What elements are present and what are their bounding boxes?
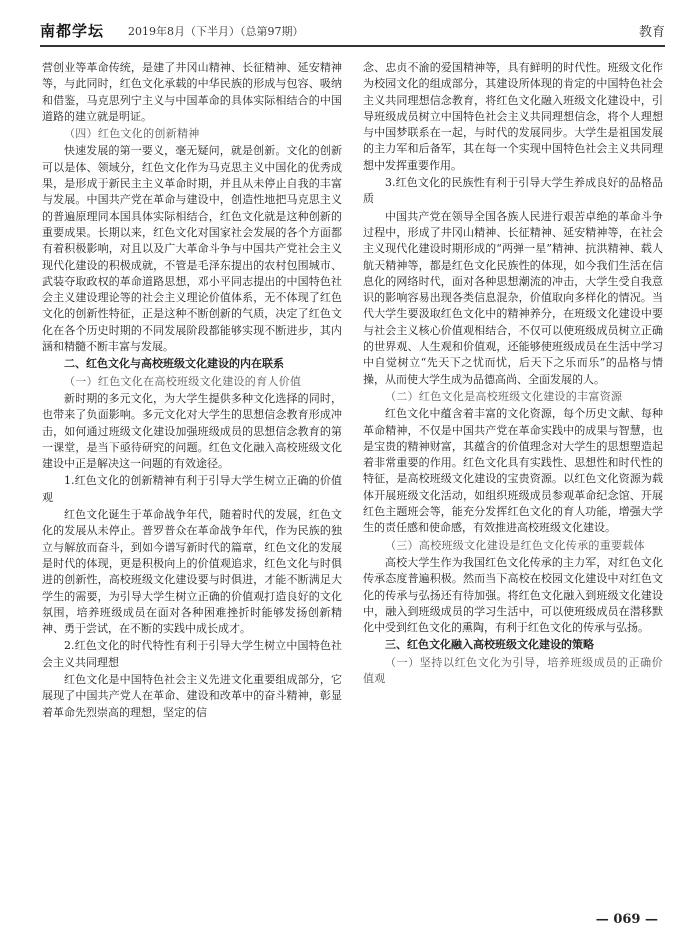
issue-info: 2019年8月（下半月）（总第97期） xyxy=(128,25,304,38)
paragraph: 营创业等革命传统，是建了井冈山精神、长征精神、延安精神等，与此同时，红色文化承载的中华民族的形成与包容、吸纳和借鉴，马克思列宁主义与中国革命的具体实际相结合的中国道路的建立就是明证。 xyxy=(42,61,342,123)
section-heading: 三、红色文化融入高校班级文化建设的策略 xyxy=(385,638,594,652)
subsection-heading: （一）红色文化在高校班级文化建设的育人价值 xyxy=(64,374,302,388)
paragraph: 红色文化诞生于革命战争年代，随着时代的发展，红色文化的发展从未停止。普罗普众在革命战争年代，作为民族的独立与解放而奋斗，到如今谱写新时代的篇章，红色文化的发展是时代的体现，更是积极向上的价值观追求，红色文化与时俱进的创新性，高校班级文化建设要与时俱进，才能不断满足大学生的需要，为引导大学生树立正确的价值观打造良好的文化氛围，培养班级成员在面对各种困难挫折时能够发扬创新精神、勇于尝试，在不断的实践中成长成才。 xyxy=(42,508,342,636)
paragraph: 新时期的多元文化，为大学生提供多种文化选择的同时，也带来了负面影响。多元文化对大学生的思想信念教育形成冲击，如何通过班级文化建设加强班级成员的思想信念教育的第一课堂，是当下亟待研究的问题。红色文化融入高校班级文化建设中正是解决这一问题的有效途径。 xyxy=(42,391,342,471)
page-number: — 069 — xyxy=(595,912,658,927)
paragraph: 红色文化中蕴含着丰富的文化资源，每个历史文献、每种革命精神，不仅是中国共产党在革命实践中的成果与智慧，也是宝贵的精神财富，其蕴含的价值理念对大学生的思想塑造起着非常重要的作用。红色文化具有实践性、思想性和时代性的特征，是高校班级文化建设的宝贵资源。以红色文化资源为载体开展班级文化活动，如组织班级成员参观革命纪念馆、开展红色主题班会等，能充分发挥红色文化的育人功能，增强大学生的责任感和使命感，有效推进高校班级文化建设。 xyxy=(363,407,663,535)
right-column xyxy=(363,60,663,688)
paragraph: 3.红色文化的民族性有利于引导大学生养成良好的品格品质 xyxy=(363,176,663,206)
subsection-heading: （一）坚持以红色文化为引导，培养班级成员的正确价值观 xyxy=(363,655,663,685)
subsection-heading: （二）红色文化是高校班级文化建设的丰富资源 xyxy=(385,389,623,403)
paragraph: 1.红色文化的创新精神有利于引导大学生树立正确的价值观 xyxy=(42,474,342,504)
subsection-heading: （四）红色文化的创新精神 xyxy=(64,127,200,141)
paragraph: 快速发展的第一要义，毫无疑问，就是创新。文化的创新可以是体、领域分，红色文化作为马克思主义中国化的优秀成果，是形成于新民主主义革命时期，并且从未停止自我的丰富与发展。中国共产党在革命与建设中，创造性地把马克思主义的普遍原理同本国具体实际相结合，红色文化就是这种创新的重要成果。长期以来，红色文化对国家社会发展的各个方面都有着积极影响，对且以及广大革命斗争与中国共产党社会主义现代化建设的积极成就，不管是毛泽东提出的农村包围城市、武装夺取政权的革命道路思想，邓小平同志提出的中国特色社会主义建设理论等的社会主义理论价值体系，无不体现了红色文化的创新性特征，正是这种不断创新的气质，决定了红色文化在各个历史时期的不同发展阶段都能够实现不断进步，其内涵和精髓不断丰富与发展。 xyxy=(42,144,342,354)
paragraph: 高校大学生作为我国红色文化传承的主力军，对红色文化传承态度普遍积极。然而当下高校在校园文化建设中对红色文化的传承与弘扬还有待加强。将红色文化融入到班级文化建设中，融入到班级成员的学习生活中，可以使班级成员在潜移默化中受到红色文化的熏陶，有利于红色文化的传承与弘扬。 xyxy=(363,555,663,635)
paragraph: 红色文化是中国特色社会主义先进文化重要组成部分，它展现了中国共产党人在革命、建设和改革中的奋斗精神，彰显着革命先烈崇高的理想，坚定的信 xyxy=(42,672,342,719)
running-header xyxy=(40,16,665,42)
section-label: 教育 xyxy=(638,25,665,40)
journal-name: 南都学坛 xyxy=(40,22,105,40)
paragraph: 2.红色文化的时代特性有利于引导大学生树立中国特色社会主义共同理想 xyxy=(42,639,342,669)
left-column xyxy=(42,60,342,722)
paragraph: 中国共产党在领导全国各族人民进行艰苦卓绝的革命斗争过程中，形成了井冈山精神、长征精神、延安精神等，在社会主义现代化建设时期形成的“两弹一星”精神、抗洪精神、载人航天精神等，都是红色文化民族性的体现，如今我们生活在信息化的网络时代，面对各种思想潮流的冲击，大学生受自我意识的影响容易出现各类信息混杂，价值取向多样化的情况。当代大学生要汲取红色文化中的精神养分，在班级文化建设中要与社会主义核心价值观相结合，不仅可以使班级成员树立正确的世界观、人生观和价值观，还能够使班级成员在生活中学习中自觉树立“先天下之忧而忧，后天下之乐而乐”的品格与情操，从而使大学生成为品德高尚、全面发展的人。 xyxy=(363,209,663,386)
section-heading: 二、红色文化与高校班级文化建设的内在联系 xyxy=(64,357,284,371)
paragraph: 念、忠贞不渝的爱国精神等，具有鲜明的时代性。班级文化作为校园文化的组成部分，其建设所体现的肯定的中国特色社会主义共同理想信念教育，将红色文化融入班级文化建设中，引导班级成员树立中国特色社会主义共同理想信念，将个人理想与中国梦联系在一起，与时代的发展同步。大学生是祖国发展的主力军和后备军，其在每一个实现中国特色社会主义共同理想中发挥重要作用。 xyxy=(363,61,663,172)
subsection-heading: （三）高校班级文化建设是红色文化传承的重要载体 xyxy=(385,538,645,552)
header-rule xyxy=(40,45,665,47)
